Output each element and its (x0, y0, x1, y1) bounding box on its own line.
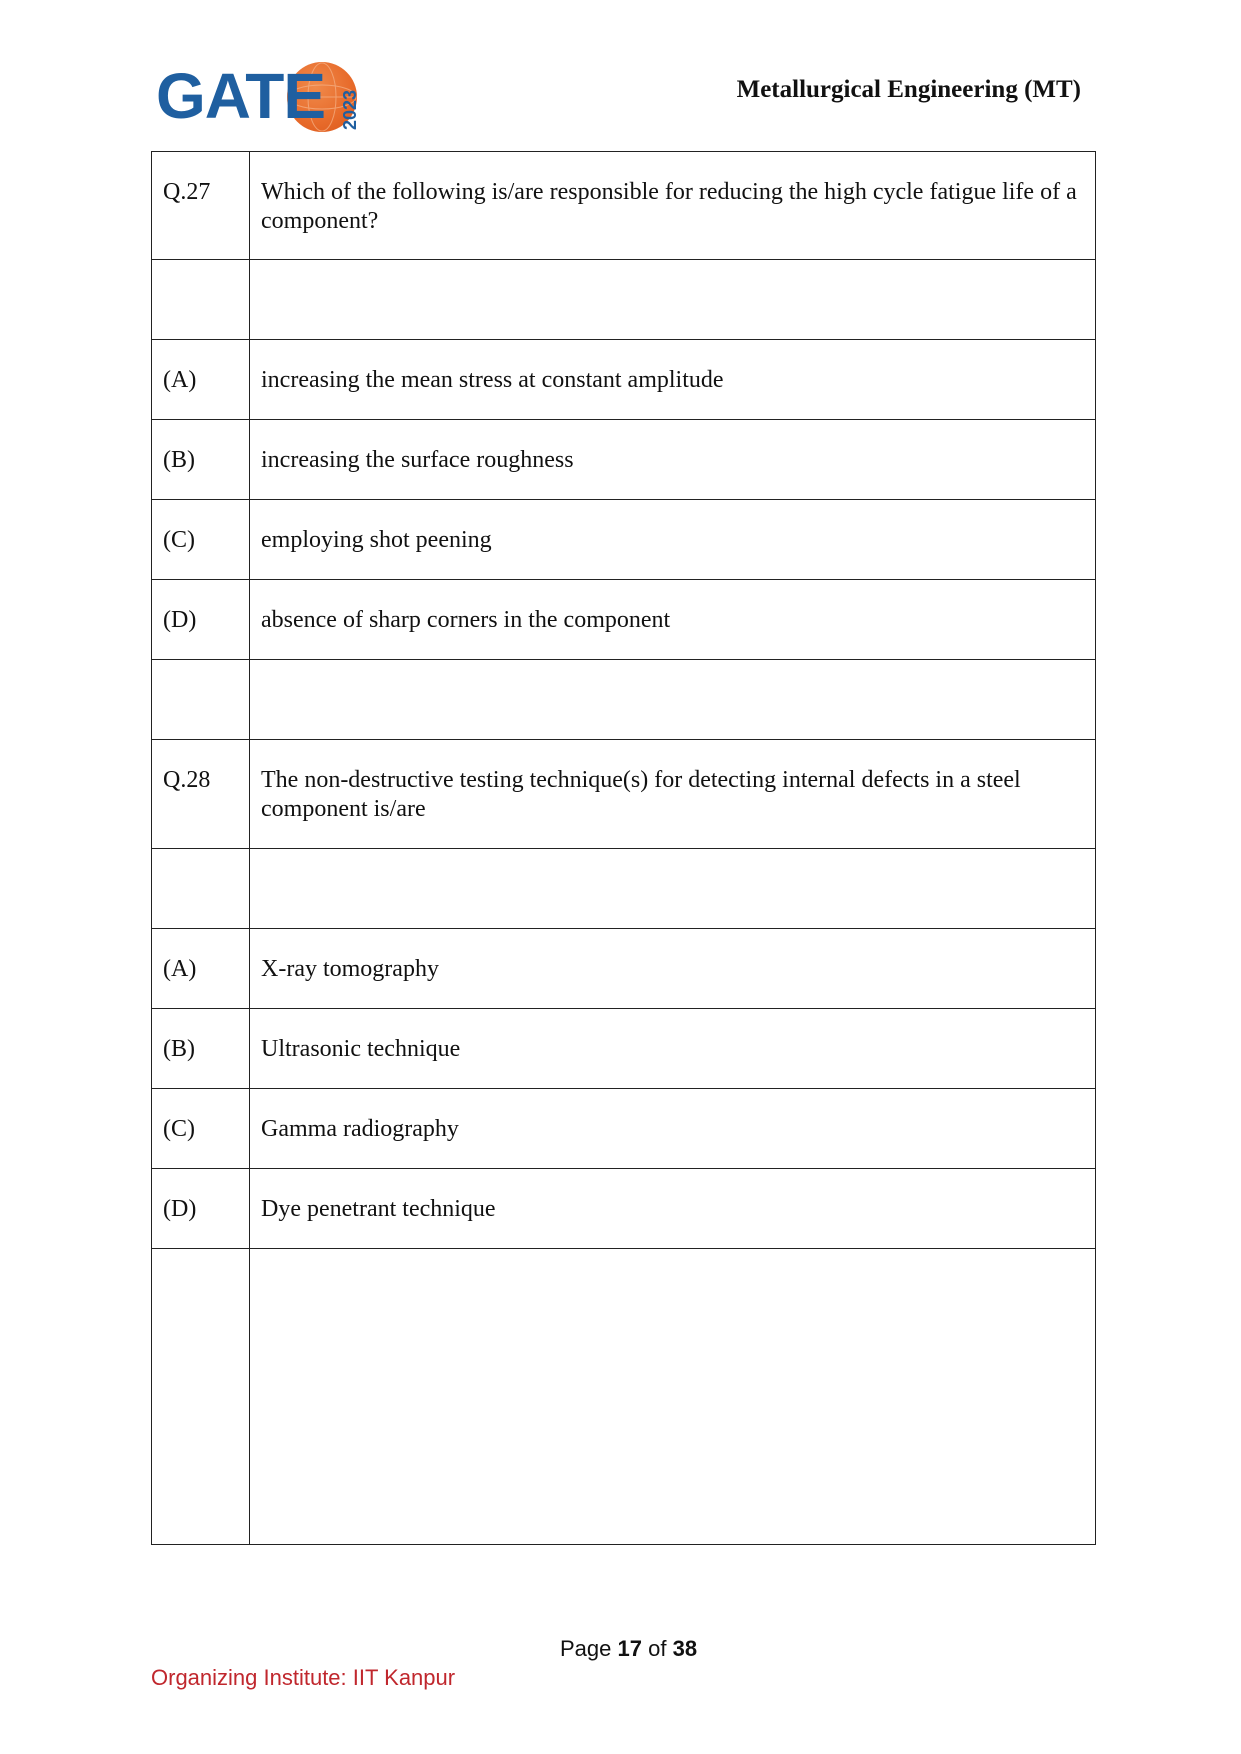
question-number: Q.27 (163, 179, 211, 205)
option-label: (B) (163, 1036, 195, 1062)
logo-text: GATE (156, 60, 326, 132)
option-row (152, 1169, 1096, 1249)
option-text: employing shot peening (261, 527, 492, 553)
question-number: Q.28 (163, 767, 211, 793)
page-number (560, 1636, 697, 1662)
page-prefix: Page (560, 1636, 612, 1661)
option-label: (B) (163, 447, 195, 473)
logo-year: 2023 (340, 89, 360, 130)
option-label: (C) (163, 527, 195, 553)
option-label: (D) (163, 607, 197, 633)
spacer-row (152, 660, 1096, 740)
page-of: of (648, 1636, 667, 1661)
option-label: (A) (163, 956, 197, 982)
page-current: 17 (617, 1636, 642, 1661)
option-row (152, 500, 1096, 580)
spacer-row (152, 260, 1096, 340)
option-text: Ultrasonic technique (261, 1036, 461, 1062)
page-total: 38 (672, 1636, 698, 1661)
option-row (152, 340, 1096, 420)
option-text: increasing the mean stress at constant amplitude (261, 367, 724, 393)
spacer-row (152, 849, 1096, 929)
organizer-text: Organizing Institute: IIT Kanpur (151, 1665, 456, 1690)
option-text: increasing the surface roughness (261, 447, 574, 473)
question-row (152, 740, 1096, 849)
question-table (151, 151, 1096, 1545)
spacer-row (152, 1249, 1096, 1545)
option-text: X-ray tomography (261, 956, 439, 982)
question-row (152, 152, 1096, 260)
option-label: (C) (163, 1116, 195, 1142)
question-text: The non-destructive testing technique(s) for detecting internal defects in a steel component is/are (261, 767, 1021, 822)
option-text: Gamma radiography (261, 1116, 459, 1142)
option-row (152, 420, 1096, 500)
question-text: Which of the following is/are responsible for reducing the high cycle fatigue life of a component? (261, 179, 1077, 234)
option-text: absence of sharp corners in the component (261, 607, 671, 633)
option-label: (D) (163, 1196, 197, 1222)
option-row (152, 580, 1096, 660)
option-label: (A) (163, 367, 197, 393)
option-row (152, 1009, 1096, 1089)
option-text: Dye penetrant technique (261, 1196, 496, 1222)
page-title: Metallurgical Engineering (MT) (736, 76, 1081, 103)
gate-logo (150, 58, 360, 138)
option-row (152, 1089, 1096, 1169)
option-row (152, 929, 1096, 1009)
